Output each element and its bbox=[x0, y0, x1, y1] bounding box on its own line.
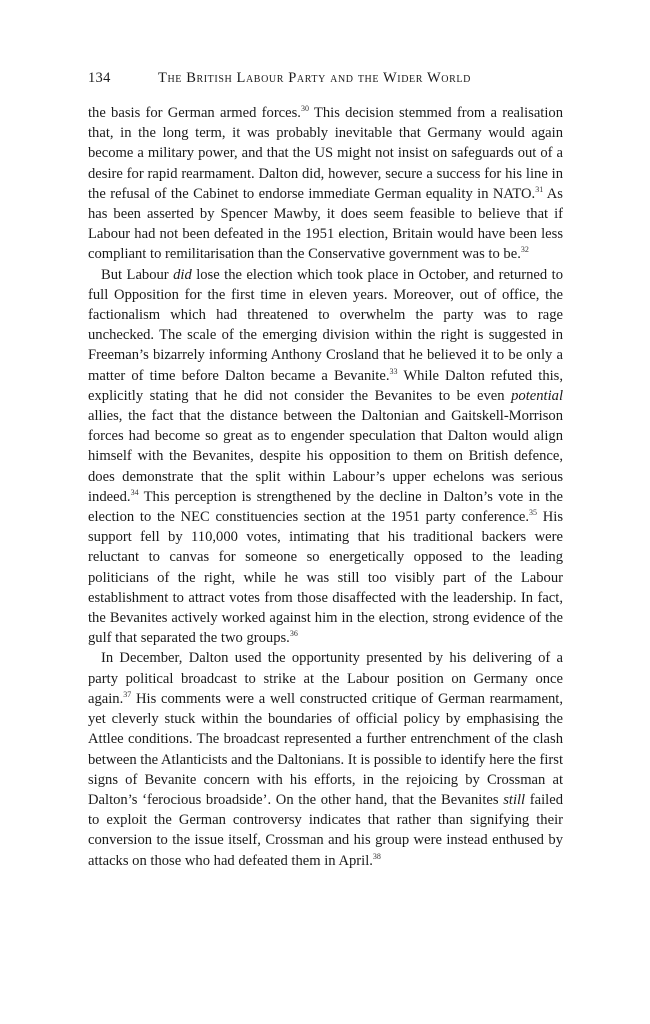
footnote-ref: 31 bbox=[535, 184, 544, 194]
footnote-ref: 38 bbox=[372, 851, 381, 861]
text-run: While Dalton refuted this, explicitly stating that he did not consider the Bevanites to be even bbox=[88, 367, 564, 404]
running-title: The British Labour Party and the Wider World bbox=[158, 70, 471, 86]
emphasis: did bbox=[173, 266, 192, 283]
footnote-ref: 35 bbox=[529, 508, 537, 518]
text-run: This perception is strengthened by the decline in Dalton’s vote in the election to the NEC constituencies section at the 1951 party conference. bbox=[88, 488, 563, 526]
paragraph-1 bbox=[88, 103, 563, 265]
footnote-ref: 30 bbox=[300, 104, 309, 113]
text-run: the basis for German armed forces. bbox=[88, 105, 301, 121]
body-text bbox=[88, 103, 563, 871]
emphasis: potential bbox=[511, 387, 563, 404]
text-run: allies, the fact that the distance between the Daltonian and Gaitskell-Morrison forces had become so great as to engender speculation that Dalton would align himself with the Bevanites, despite his opposition to them on British defence, does demonstrate that the split within Labour’s upper echelons was serious indeed. bbox=[88, 408, 563, 505]
footnote-ref: 34 bbox=[130, 487, 139, 497]
text-run: lose the election which took place in October, and returned to full Opposition for the first time in eleven years. Moreover, out of office, the factionalism which had threatened to overwhelm the party was to rage unchecked. The scale of the emerging division within the right is suggested in Freeman’s bizarrely informing Anthony Crosland that he believed it to be only a matter of time before Dalton became a Bevanite. bbox=[88, 266, 563, 384]
text-run: This decision stemmed from a realisation that, in the long term, it was probably inevitable that Germany would again become a military power, and that the US might not insist on safeguards out of a desire for rapid rearmament. Dalton did, however, secure a success for his line in the refusal of the Cabinet to endorse immediate German equality in NATO. bbox=[88, 105, 563, 202]
footnote-ref: 37 bbox=[123, 689, 132, 699]
page-number: 134 bbox=[88, 70, 111, 86]
emphasis: still bbox=[503, 791, 526, 808]
text-run: But Labour bbox=[101, 266, 174, 283]
footnote-ref: 36 bbox=[289, 629, 298, 639]
footnote-ref: 33 bbox=[389, 366, 398, 376]
text-run: failed to exploit the German controversy indicates that rather than signifying their conversion to the issue itself, Crossman and his group were instead enthused by attacks on those who had defeated them in April. bbox=[88, 791, 563, 869]
paragraph-2 bbox=[88, 265, 563, 649]
running-head bbox=[88, 68, 568, 88]
footnote-ref: 32 bbox=[520, 245, 529, 255]
text-run: His support fell by 110,000 votes, intimating that his traditional backers were reluctant to canvas for someone so energetically opposed to the leading politicians of the right, while he was still too visibly part of the Labour establishment to attract votes from those disaffected with the leadership. In fact, the Bevanites actively worked against him in the election, strong evidence of the gulf that separated the two groups. bbox=[88, 509, 563, 647]
text-run: In December, Dalton used the opportunity presented by his delivering of a party political broadcast to strike at the Labour position on Germany once again. bbox=[88, 650, 563, 707]
text-run: His comments were a well constructed critique of German rearmament, yet cleverly stuck within the boundaries of official policy by emphasising the Attlee conditions. The broadcast represented a further entrenchment of the clash between the Atlanticists and the Daltonians. It is possible to identify here the first signs of Bevanite concern with his efforts, in the rejoicing by Crossman at Dalton’s ‘ferocious broadside’. On the other hand, that the Bevanites bbox=[88, 690, 564, 808]
text-run: As has been asserted by Spencer Mawby, it does seem feasible to believe that if Labour had not been defeated in the 1951 election, Britain would have been less compliant to remilitarisation than the Conservative government was to be. bbox=[88, 185, 563, 263]
paragraph-3 bbox=[88, 648, 563, 870]
